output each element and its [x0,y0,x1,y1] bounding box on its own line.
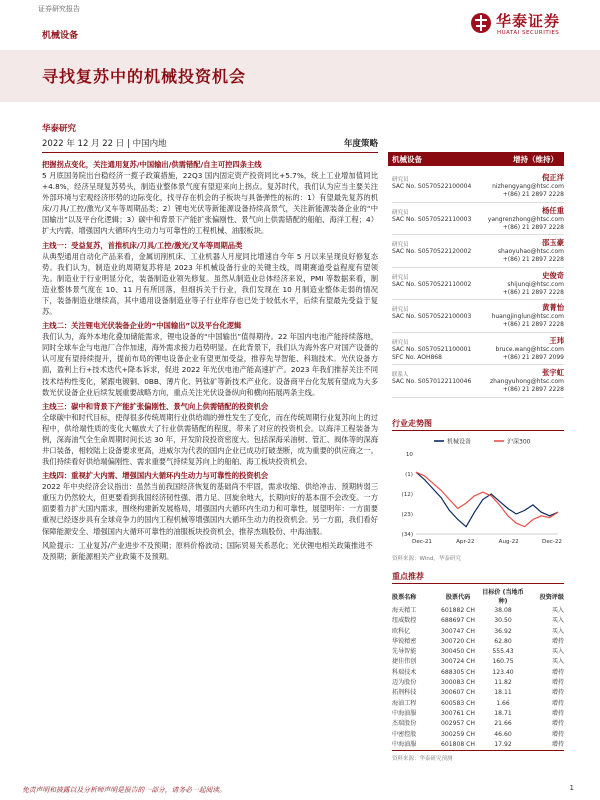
analyst-role: 研究员 [392,274,409,281]
stock-name: 拓荆科技 [392,689,417,697]
y-tick-label: (23) [401,512,413,518]
rating: 增持 [551,709,564,717]
analyst-name: 王玮 [549,335,564,345]
stock-code: 601808 CH [436,740,480,751]
analyst-name: 史俊奇 [542,270,564,280]
date-row [42,137,378,149]
target-price: 46.60 [494,730,512,738]
stock-code: 300607 CH [440,689,476,697]
analyst-phone: +(86) 21 2897 2228 [502,288,564,296]
column-header: 投资评级 [539,593,564,601]
rating: 增持 [551,689,564,697]
y-tick-label: (12) [401,492,413,498]
x-tick-label: Dec-22 [542,539,562,545]
stock-code: 300083 CH [440,679,476,687]
analyst-sac: SAC No. S0570522120002 [392,248,472,255]
target-price: 1.66 [496,699,510,707]
stock-name: 先导智能 [392,648,417,656]
analyst-role: 研究员 [392,307,409,313]
target-price: 36.92 [494,627,512,635]
report-type-label: 证券研究报告 [38,5,80,13]
analyst-email[interactable]: nizhengyang@htsc.com [492,183,564,190]
analyst-row [392,268,564,301]
target-price: 30.50 [494,617,512,625]
target-price: 17.92 [480,740,526,751]
table-row [392,616,564,626]
analyst-sac: SAC No. S0570522110002 [392,280,472,288]
paragraph-heading: 主线四：重视扩大内需、增强国内大循环内生动力与可靠性的投资机会 [42,471,269,481]
stock-name: 科瑞技术 [392,668,417,676]
stock-code: 300761 CH [440,709,476,717]
industry-label: 机械设备 [392,155,422,164]
table-row [392,657,564,667]
stock-code: 688305 CH [440,668,476,676]
table-row [392,647,564,657]
huatai-logo-icon [470,12,492,34]
huatai-logo [470,10,590,42]
rating: 增持 [551,730,564,738]
page-title: 寻找复苏中的机械投资机会 [42,67,247,86]
stock-code: 601882 CH [440,607,476,614]
rating: 增持 [551,637,564,645]
stock-code: 688697 CH [440,617,476,625]
y-tick-label: (34) [401,532,413,538]
paragraph: 5 月底国务院出台稳经济一揽子政策措施，22Q3 国内固定资产投资同比+5.7%，统上工业增加值同比+4.8%，经济呈现复苏势头，制造业整体景气度有望迎来向上拐点。复苏时代，我们认为应当主要关注外部环境与宏观经济形势的边际变化，找寻存在机会的子板块与具备弹性的标的：1）有望最先复苏的机床/刀具/工控/激光/叉车等周期品类；2）锂电光伏等新能源设备持续高景气，关注新能源装备企业的“中国输出”以及平台化逻辑；3）碳中和背景下产能扩张偏刚性、景气向上供需错配的船舶、海洋工程；4）扩大内需、增强国内大循环内生动力与可靠性的工程机械、油服板块。 [42,171,378,236]
legend-label: 沪深300 [507,438,531,446]
rating: 买入 [551,627,564,635]
analyst-phone: +(86) 21 2897 2099 [502,353,564,361]
stock-code: 600583 CH [440,699,476,707]
table-row [392,678,564,688]
paragraph-heading: 主线一：受益复苏，首推机床/刀具/工控/激光/叉车等周期品类 [42,240,243,250]
analyst-name: 杨任重 [542,205,564,215]
divider [392,430,564,431]
logo-text-en: HUATAI SECURITIES [497,30,560,36]
table-row [392,740,564,751]
table-row [392,637,564,647]
stock-name: 中海油服 [392,740,436,751]
table-row [392,730,564,740]
logo-text-cn: 华泰证券 [496,12,561,30]
analyst-sac: SAC No. S0570522100004 [392,183,472,190]
analyst-row [392,235,564,268]
stock-name: 中海油服 [392,709,417,717]
analyst-phone: +(86) 21 2897 2228 [502,223,564,231]
paragraph: 我们认为，海外本地化叠加储能需求，锂电设备的“中国输出”值得期待。22 年国内电池产能持续落地，同时全球车企与电池厂合作加速，海外需求接力趋势明显。在此背景下，我们认为海外客户对国产设备的认可度有望持续提升，提前布局的锂电设备企业有望更加受益，推荐先导智能、科瑞技术。光伏设备方面，盈利上行+技术迭代+降本诉求，促进 2022 年光伏电池产能高速扩产。2023 年我们推荐关注不同技术结构性变化，紧跟电镀铜、0BB、薄片化、钙钛矿等新技术产业化。设备商平台化发展有望成为大多数光伏设备企业后续发展重要战略方向，重点关注光伏设备纵向和横向拓展两条主线。 [42,332,378,397]
x-tick-label: Apr-22 [456,539,475,545]
analyst-email[interactable]: shijunqi@htsc.com [507,280,564,288]
analyst-name: 黄菁怡 [542,303,564,312]
series-line-csi300 [416,472,558,527]
analyst-email[interactable]: zhangyuhong@htsc.com [490,378,564,385]
rating-label: 增持（维持） [513,155,558,164]
column-header: 股票名称 [392,593,417,601]
picks-title: 重点推荐 [392,572,424,581]
paragraph: 全球碳中和时代目标，使得很多传统周期行业供给端的弹性发生了变化，而在传统周期行业复苏向上的过程中，供给端性质的变化大幅放大了行业供需错配的程度，带来了对应的投资机会。以海洋工程装备为例，深海油气全生命周期时间长达 30 年，开发阶段投资密度大。包括深海采油树、管汇、阀体等的深海井口装备，相较陆上设备要求更高，进威尔为代表的国内企业已成功打破垄断，成为重要的供应商之一。我们持续看好供给端偏刚性、需求重要气持续复苏向上的船舶、海工板块投资机会。 [42,412,378,467]
stock-name: 迈为股份 [392,679,417,687]
analyst-list [392,170,564,398]
target-price: 11.82 [494,679,512,687]
analyst-phone: +(86) 21 2897 2228 [502,256,564,263]
analyst-role: 研究员 [392,177,409,183]
rating: 增持 [551,699,564,707]
divider [42,152,378,153]
analyst-role: 研究员 [392,209,409,216]
section-tag: 机械设备 [42,31,79,41]
analyst-row [392,300,564,333]
stock-name: 中密控股 [392,730,417,738]
y-tick-label: 10 [405,452,413,458]
y-tick-label: (1) [405,472,413,478]
analyst-row [392,170,564,203]
target-price: 18.71 [494,709,512,717]
rating: 增持 [551,668,564,676]
paragraph: 从典型通用自动化产品来看，金属切削机床、工业机器人月度同比增速自今年 5 月以来呈现良好修复态势。我们认为，制造业的周期复苏将是 2023 年机械设备行业的关键主线，周期赛道受益程度有望领先。制造业于行业明显分化，装备制造业领先修复。虽然从制造业总体经济来说，PMI 等数据来看，制造业整体景气度在 10、11 月有所回落，但细拆关于行业，我们发现在 10 月制造业整体走弱的情况下，装备制造业继续高，其中通用设备制造业等子行业库存也已处于较低水平，后续有望最先受益于复苏。 [42,251,378,317]
trend-chart-title: 行业走势图 [392,419,432,428]
rating: 增持 [551,679,564,687]
stock-code: 300259 CH [440,730,476,738]
page-number: 1 [569,784,574,792]
table-row [392,627,564,637]
analyst-sac: SAC No. S0570122110046 [392,378,472,385]
x-tick-label: Dec-21 [412,539,432,545]
rating: 买入 [551,617,564,625]
separator: | [126,139,133,149]
table-header-row [392,586,564,606]
stock-name: 捷佳伟创 [392,658,417,666]
stock-name: 海天精工 [392,607,417,614]
analyst-row [392,365,564,398]
picks-source: 资料来源：华泰研究预测 [392,756,453,762]
target-price: 38.08 [494,607,512,614]
rating: 买入 [551,658,564,666]
stock-code: 002957 CH [440,720,476,728]
column-header: 目标价 (当地币种) [482,589,524,605]
table-row [392,688,564,698]
footer [0,772,600,800]
report-date: 2022 年 12 月 22 日 [42,139,125,149]
series-line-machinery [416,472,558,527]
target-price: 123.40 [492,668,514,676]
table-row [392,709,564,719]
analyst-sac: SAC No. S0570522110003 [392,215,472,223]
region-label: 中国内地 [132,139,167,149]
stock-name: 杰瑞股份 [392,720,417,728]
stock-code: 300747 CH [440,627,476,635]
table-row [392,719,564,729]
target-price: 62.80 [494,637,512,645]
paragraph: 2022 年中央经济会议指出：虽然当前我国经济恢复的基础尚不牢固，需求收缩、供给冲击、预期转弱三重压力仍然较大，但更要看到我国经济韧性强、潜力足、回旋余地大，长期向好的基本面不会改变。一方面要着力扩大国内需求，围绕构建新发展格局，增强国内大循环内生动力和可靠性，展望明年：一方面要重视已经逐步具有全球竞争力的国内工程机械等增强国内大循环生动力的投资机会。另一方面，我们看好保障能源安全、增强国内大循环可靠性的油服板块投资机会，推荐杰瑞股份、中海油服。 [42,482,378,536]
risk-warning: 风险提示：工业复苏/产业进步不及预期；原料价格波动；国际贸易关系恶化；光伏锂电相关政策推进不及预期；新能源相关产业政策不及预期。 [42,540,373,561]
analyst-name: 邵玉豪 [542,238,564,247]
analyst-sac: SAC No. S0570521100001 [392,345,472,353]
analyst-email[interactable]: yangrenzhong@htsc.com [487,215,564,223]
picks-table [392,586,564,751]
stock-code: 300450 CH [440,648,476,656]
rating: 买入 [551,648,564,656]
analyst-role: 联系人 [392,372,409,378]
industry-trend-chart [392,434,564,550]
analyst-phone: +(86) 21 2897 2228 [502,386,564,393]
org-label: 华泰研究 [42,124,77,134]
stock-code: 300720 CH [440,637,476,645]
analyst-name: 倪正洋 [542,173,564,182]
column-header: 股票代码 [445,593,471,601]
x-tick-label: Aug-22 [498,539,519,545]
stock-name: 海油工程 [392,699,417,707]
rating: 增持 [526,740,564,751]
table-row [392,668,564,678]
paragraph-heading: 主线二：关注锂电光伏装备企业的“中国输出”以及平台化逻辑 [42,321,242,331]
table-row [392,606,564,616]
analyst-sac: SAC No. S0570522100003 [392,313,472,320]
target-price: 160.75 [492,658,514,666]
analyst-name: 张宇虹 [542,368,564,377]
rating: 增持 [551,720,564,728]
stock-name: 欧科亿 [392,627,411,635]
analyst-phone: +(86) 21 2897 2228 [502,191,564,198]
sidebar-header [388,152,564,166]
analyst-phone: +(86) 21 2897 2228 [502,321,564,328]
disclaimer-text: 免责声明和披露以及分析师声明是报告的一部分，请务必一起阅读。 [22,786,226,794]
picks-table-body [392,606,564,751]
stock-name: 纽威数控 [392,617,417,625]
analyst-sfc: SFC No. AOH868 [392,353,442,361]
target-price: 21.66 [494,720,512,728]
table-row [392,699,564,709]
stock-code: 300724 CH [440,658,476,666]
analyst-email[interactable]: bruce.wang@htsc.com [495,345,564,353]
analyst-row [392,333,564,366]
divider [392,583,564,584]
target-price: 555.43 [492,648,514,656]
rating: 买入 [551,607,564,614]
analyst-row [392,203,564,236]
analyst-role: 研究员 [392,339,409,346]
paragraph-heading: 把握拐点变化，关注通用复苏/中国输出/供需错配/自主可控四条主线 [42,160,262,169]
target-price: 18.11 [494,689,512,697]
analyst-role: 研究员 [392,242,409,248]
strategy-label: 年度策略 [343,139,378,149]
legend-label: 机械设备 [447,438,472,446]
analyst-email[interactable]: shaoyuhao@htsc.com [497,248,564,255]
chart-source: 资料来源：Wind，华泰研究 [392,556,461,562]
paragraph-heading: 主线三：碳中和背景下产能扩张偏刚性、景气向上供需错配的投资机会 [42,401,269,411]
stock-name: 华锐精密 [392,637,417,645]
analyst-email[interactable]: huangjinglun@htsc.com [491,313,564,320]
main-body [42,159,378,562]
